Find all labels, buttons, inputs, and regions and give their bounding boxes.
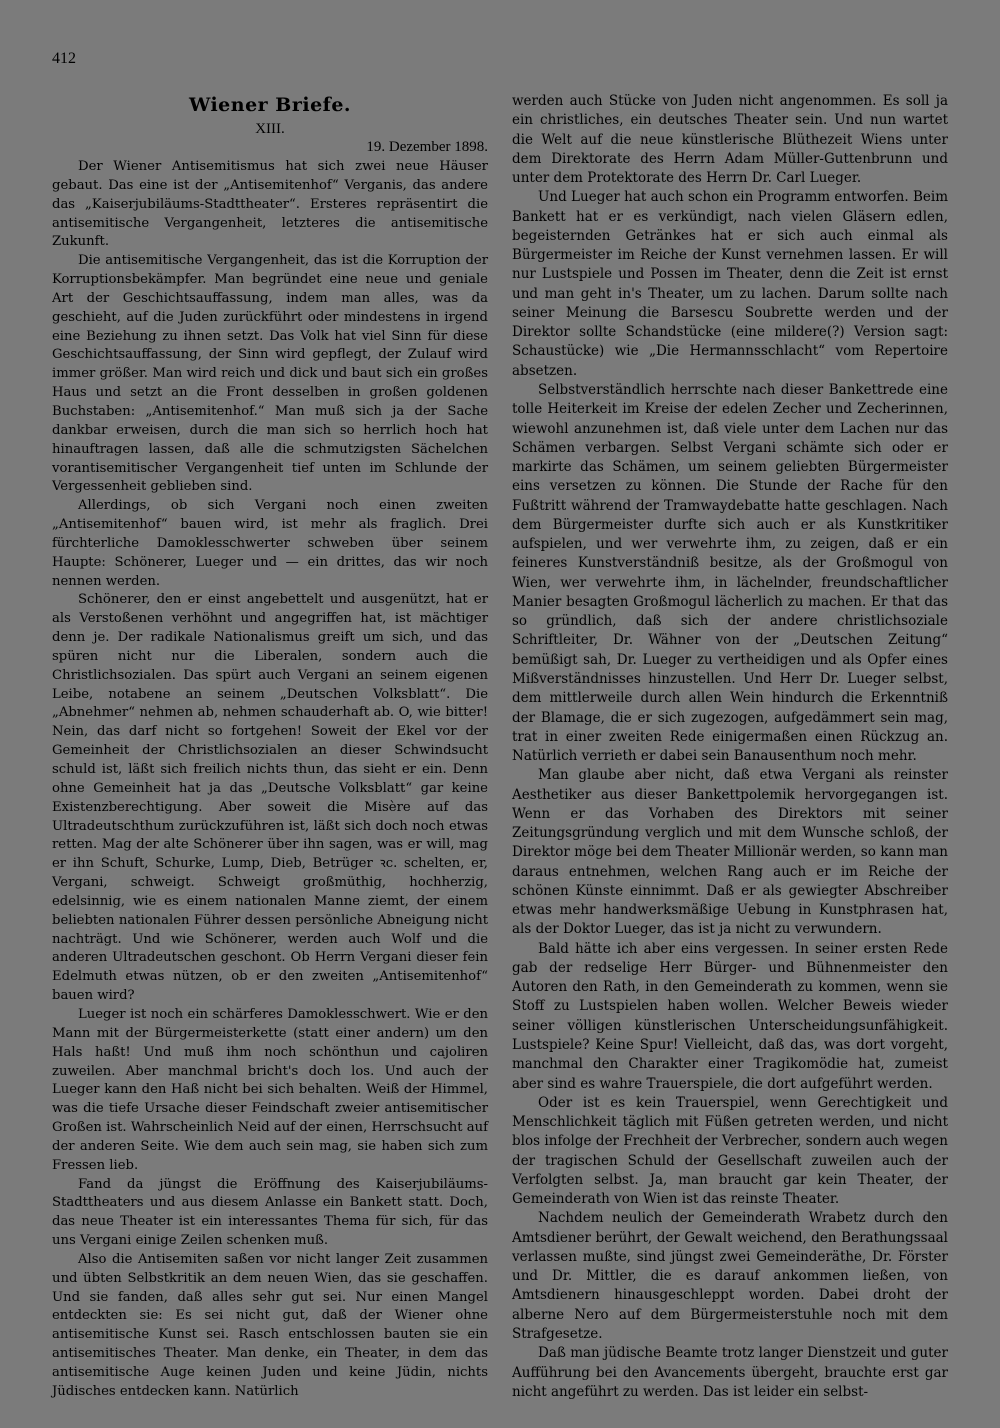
paragraph: Der Wiener Antisemitismus hat sich zwei neue Häuser gebaut. Das eine ist der „Antisemitenhof“ Verganis, das andere das „Kaiserjubiläums-Stadttheater“. Ersteres repräsentirt die antisemitische Vergangenheit, letzteres die antisemitische Zukunft.	[52, 159, 488, 250]
page-number: 412	[52, 50, 76, 67]
paragraph: Fand da jüngst die Eröffnung des Kaiserjubiläums-Stadttheaters und aus diesem Anlasse ein Bankett statt. Doch, das neue Theater ist ein interessantes Thema für sich, für das uns Vergani einige Zeilen schenken muß.	[52, 1176, 488, 1249]
paragraph: Oder ist es kein Trauerspiel, wenn Gerechtigkeit und Menschlichkeit täglich mit Füßen getreten werden, und nicht blos infolge der Frechheit der Verbrecher, sondern auch wegen der tragischen Schuld der Gesellschaft zuweilen auch der Verfolgten selbst. Ja, man braucht gar kein Theater, der Gemeinderath von Wien ist das reinste Theater.	[512, 1094, 948, 1208]
paragraph: Bald hätte ich aber eins vergessen. In seiner ersten Rede gab der redselige Herr Bürger- und Bühnenmeister den Autoren den Rath, in den Gemeinderath zu kommen, wenn sie Stoff zu Lustspielen haben wollen. Welcher Beweis wieder seiner völligen künstlerischen Unterscheidungsunfähigkeit. Lustspiele? Keine Spur! Vielleicht, daß das, was dort vorgeht, manchmal den Charakter einer Tragikomödie hat, zumeist aber sind es wahre Trauerspiele, die dort aufgeführt werden.	[512, 940, 948, 1092]
paragraph: werden auch Stücke von Juden nicht angenommen. Es soll ja ein christliches, ein deutsches Theater sein. Und nun wartet die Welt auf die neue künstlerische Blüthezeit Wiens unter dem Direktorate des Herrn Adam Müller-Guttenbrunn und unter dem Protektorate des Herrn Dr. Carl Lueger.	[512, 93, 948, 187]
paragraph: Die antisemitische Vergangenheit, das ist die Korruption der Korruptionsbekämpfer. Man begründet eine neue und geniale Art der Geschichtsauffassung, indem man alles, was da geschieht, auf die Juden zurückführt oder mindestens in irgend eine Beziehung zu ihnen setzt. Das Volk hat viel Sinn für diese Geschichtsauffassung, der Sinn wird gepflegt, der Zulauf wird immer größer. Man wird reich und dick und baut sich ein großes Haus und setzt an die Front desselben in großen goldenen Buchstaben: „Antisemitenhof.“ Man muß sich ja der Sache dankbar erweisen, durch die man sich so herrlich hoch hat hinauftragen lassen, daß alle die schmutzigsten Sächelchen vorantisemitischer Vergangenheit tief unten im Schlunde der Vergessenheit geblieben sind.	[52, 253, 488, 495]
article-date: 19. Dezember 1898.	[366, 139, 488, 155]
paragraph: Daß man jüdische Beamte trotz langer Dienstzeit und guter Aufführung bei den Avancements übergeht, brauchte erst gar nicht angeführt zu werden. Das ist leider ein selbst-	[512, 1345, 948, 1400]
article-title: Wiener Briefe.	[188, 94, 352, 116]
paragraph: Schönerer, den er einst angebettelt und ausgenützt, hat er als Verstoßenen verhöhnt und angegriffen hat, ist mächtiger denn je. Der radikale Nationalismus greift um sich, und das spüren nicht nur die Liberalen, sondern auch die Christlichsozialen. Das spürt auch Vergani an seinem eigenen Leibe, notabene an seinem „Deutschen Volksblatt“. Die „Abnehmer“ nehmen ab, nehmen schauderhaft ab. O, wie bitter! Nein, das darf nicht so fortgehen! Soweit der Ekel vor der Gemeinheit der Christlichsozialen an dieser Schwindsucht schuld ist, läßt sich freilich nichts thun, das sieht er ein. Denn ohne Gemeinheit hat ja das „Deutsche Volksblatt“ gar keine Existenzberechtigung. Aber soweit die Misère auf das Ultradeutschthum zurückzuführen ist, läßt sich doch noch etwas retten. Mag der alte Schönerer über ihn sagen, was er will, mag er ihn Schuft, Schurke, Lump, Dieb, Betrüger ꝛc. schelten, er, Vergani, schweigt. Schweigt großmüthig, hochherzig, edelsinnig, wie es einem nationalen Manne ziemt, der einem beliebten nationalen Führer dessen persönliche Abneigung nicht nachträgt. Und wie Schönerer, werden auch Wolf und die anderen Ultradeutschen geschont. Ob Herrn Vergani dieser fein Edelmuth etwas nützen, ob er den zweiten „Antisemitenhof“ bauen wird?	[52, 592, 488, 1004]
article-number: XIII.	[255, 121, 285, 137]
paragraph: Lueger ist noch ein schärferes Damoklesschwert. Wie er den Mann mit der Bürgermeisterkette (statt einer andern) um den Hals haßt! Und muß ihm noch schönthun und cajoliren zuweilen. Aber manchmal bricht's doch los. Und auch der Lueger kann den Haß nicht bei sich behalten. Weiß der Himmel, was die tiefe Ursache dieser Feindschaft zweier antisemitischer Großen ist. Wahrscheinlich Neid auf der einen, Herrschsucht auf der anderen Seite. Wie dem auch sein mag, sie haben sich zum Fressen lieb.	[52, 1006, 488, 1173]
paragraph: Man glaube aber nicht, daß etwa Vergani als reinster Aesthetiker aus dieser Bankettpolemik hervorgegangen ist. Wenn er das Vorhaben des Direktors mit seiner Zeitungsgründung verglich und mit dem Wunsche schloß, der Direktor möge bei dem Theater Millionär werden, so kann man daraus entnehmen, welchen Rang auch er im Reiche der schönen Künste einnimmt. Daß er als gewiegter Abschreiber etwas mehr handwerksmäßige Uebung in Kunstphrasen hat, als der Doktor Lueger, das ist ja nicht zu verwundern.	[512, 767, 948, 938]
paragraph: Allerdings, ob sich Vergani noch einen zweiten „Antisemitenhof“ bauen wird, ist mehr als fraglich. Drei fürchterliche Damoklesschwerter schweben über seinem Haupte: Schönerer, Lueger und — ein drittes, das wir noch nennen werden.	[52, 498, 488, 589]
paragraph: Selbstverständlich herrschte nach dieser Bankettrede eine tolle Heiterkeit im Kreise der edelen Zecher und Zecherinnen, wiewohl anzunehmen ist, daß viele unter dem Lachen nur das Schämen verbargen. Selbst Vergani schämte sich oder er markirte das Schämen, um seinem geliebten Bürgermeister eins versetzen zu können. Die Stunde der Rache für den Fußtritt während der Tramwaydebatte hatte geschlagen. Nach dem Bürgermeister durfte sich auch er als Kunstkritiker aufspielen, und wer verwehrte ihm, zu zeigen, daß er ein feineres Kunstverständniß besitze, als der Großmogul von Wien, wer verwehrte ihm, in lächelnder, freundschaftlicher Manier besagten Großmogul lächerlich zu machen. Er that das so gründlich, daß sich der andere christlichsoziale Schriftleiter, Dr. Wähner von der „Deutschen Zeitung“ bemüßigt sah, Dr. Lueger zu vertheidigen und als Opfer eines Mißverständnisses hinzustellen. Und Herr Dr. Lueger selbst, dem mittlerweile durch allen Wein hindurch die Erkenntniß der Blamage, die er sich zugezogen, aufgedämmert sein mag, trat in einer zweiten Rede einigermaßen einen Rückzug an. Natürlich verrieth er dabei sein Banausenthum noch mehr.	[512, 381, 948, 765]
right-column	[512, 92, 948, 1402]
paragraph: Und Lueger hat auch schon ein Programm entworfen. Beim Bankett hat er es verkündigt, nach vielen Gläsern edlen, begeisternden Getränkes hat er sich auch einmal als Bürgermeister im Reiche der Kunst vernehmen lassen. Er will nur Lustspiele und Possen im Theater, denn die Zeit ist ernst und man geht in's Theater, um zu lachen. Darum sollte nach seiner Meinung die Barsescu Soubrette werden und der Direktor sollte Schandstücke (eine mildere(?) Version sagt: Schaustücke) wie „Die Hermannsschlacht“ vom Repertoire absetzen.	[512, 189, 948, 379]
left-column	[52, 92, 488, 1402]
paragraph: Also die Antisemiten saßen vor nicht langer Zeit zusammen und übten Selbstkritik an dem neuen Wien, das sie geschaffen. Und sie fanden, daß alles sehr gut sei. Nur einen Mangel entdeckten sie: Es sei nicht gut, daß der Wiener ohne antisemitische Kunst sei. Rasch entschlossen bauten sie ein antisemitisches Theater. Man denke, ein Theater, in dem das antisemitische Auge keinen Juden und keine Jüdin, nichts Jüdisches entdecken kann. Natürlich	[52, 1251, 488, 1399]
paragraph: Nachdem neulich der Gemeinderath Wrabetz durch den Amtsdiener berührt, der Gewalt weichend, den Berathungssaal verlassen mußte, sind jüngst zwei Gemeinderäthe, Dr. Förster und Dr. Mittler, die es darauf ankommen ließen, von Amtsdienern hinausgeschleppt worden. Dabei droht der alberne Nero auf dem Bürgermeisterstuhle noch mit dem Strafgesetze.	[512, 1210, 948, 1342]
